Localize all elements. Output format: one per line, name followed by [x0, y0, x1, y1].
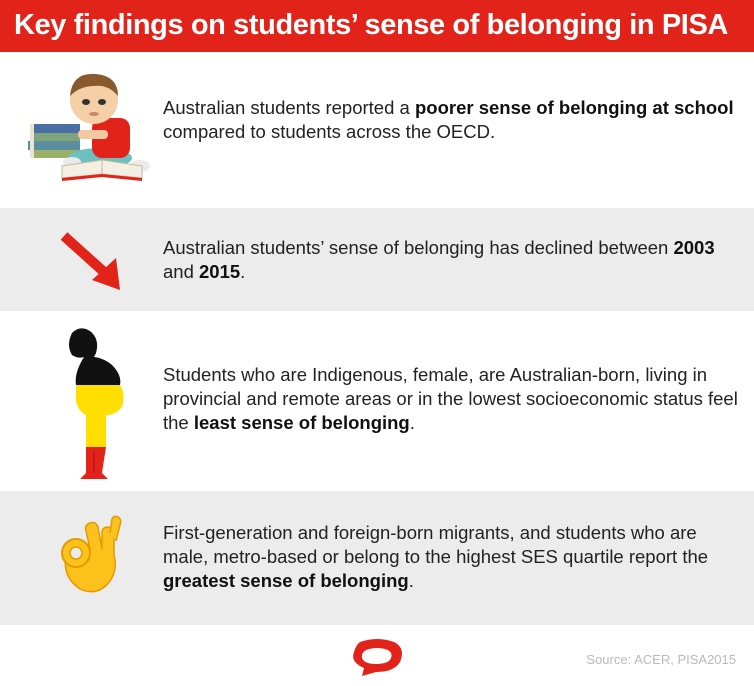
finding-2-bold-year-2: 2015: [199, 261, 241, 282]
finding-text-2: [163, 236, 743, 284]
aboriginal-flag-silhouette-icon: [56, 323, 136, 483]
finding-text-1: [163, 96, 743, 144]
finding-row-4: [0, 491, 754, 625]
down-arrow-icon: [58, 230, 124, 292]
finding-1-text-start: Australian students reported a: [163, 97, 415, 118]
source-caption: Source: ACER, PISA2015: [586, 652, 736, 667]
finding-3-text-start: Students who are Indigenous, female, are Australian-born, living in provincial and remote areas or in the lowest socioeconomic status feel the: [163, 364, 738, 433]
finding-4-text-start: First-generation and foreign-born migrants, and students who are male, metro-based or belong to the highest SES quartile report the: [163, 522, 709, 567]
finding-text-4: [163, 521, 743, 593]
finding-2-text-start: Australian students’ sense of belonging has declined between: [163, 237, 674, 258]
finding-1-text-end: compared to students across the OECD.: [163, 121, 496, 142]
finding-2-text-end: .: [240, 261, 246, 282]
ok-hand-icon: [52, 515, 126, 595]
finding-1-bold: poorer sense of belonging at school: [414, 97, 734, 118]
page-title: Key findings on students’ sense of belonging in PISA: [14, 9, 728, 41]
header-banner: [0, 0, 754, 52]
finding-row-1: [0, 52, 754, 208]
finding-4-bold: greatest sense of belonging: [163, 570, 409, 591]
publisher-logo-icon: [348, 638, 406, 678]
finding-3-text-end: .: [409, 412, 415, 433]
finding-3-bold: least sense of belonging: [193, 412, 410, 433]
finding-text-3: [163, 363, 743, 435]
finding-row-2: [0, 208, 754, 311]
finding-2-text-mid: and: [163, 261, 200, 282]
finding-4-text-end: .: [408, 570, 414, 591]
finding-2-bold-year-1: 2003: [673, 237, 715, 258]
finding-row-3: [0, 311, 754, 491]
student-reading-icon: [22, 62, 162, 194]
